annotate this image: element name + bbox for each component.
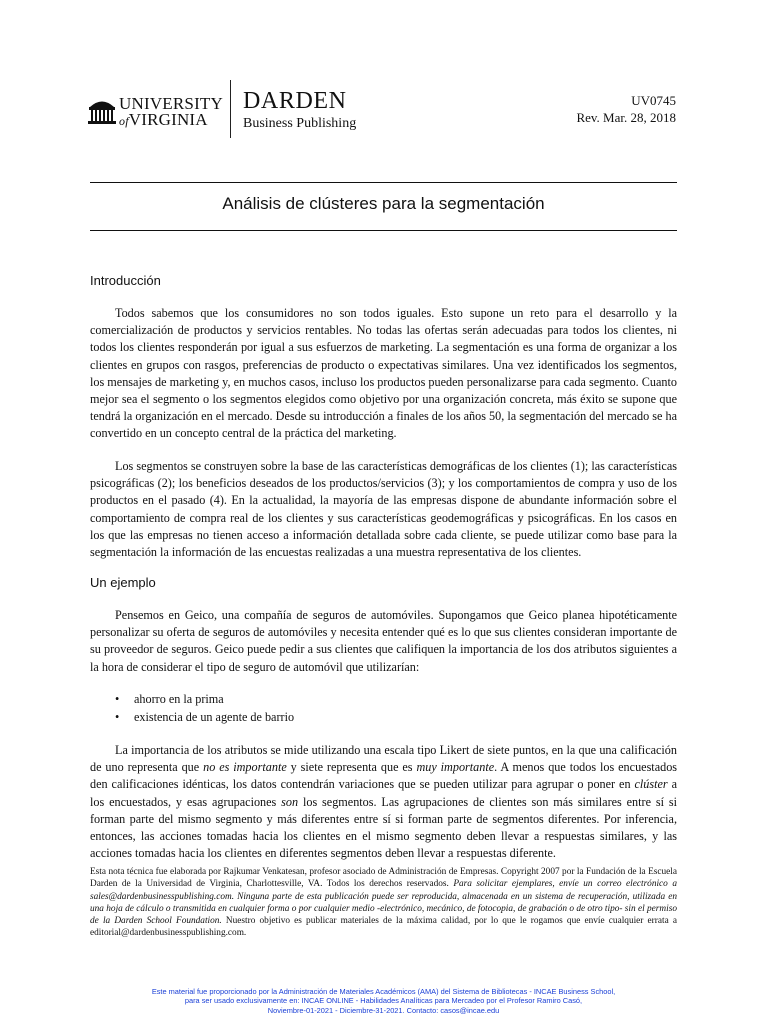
university-of-virginia-logo xyxy=(88,94,223,130)
text-run: a los encuestados, y esas agrupaciones xyxy=(90,777,677,809)
text-run: La importancia de los atributos se mide utilizando una escala tipo Likert de siete puntos, en la que una calificación de uno representa que xyxy=(90,743,677,775)
license-footer xyxy=(90,987,677,1015)
footnote-italic-text: Para solicitar ejemplares, envíe un correo electrónico a sales@dardenbusinesspublishing.com. Ninguna parte de esta publicación puede ser reproducida, almacenada en un sistema de recuperación, utilizada en una hoja de cálculo o transmitida en cualquier forma o por cualquier medio -electrónico, mecánico, de fotocopia, de grabación o de otro tipo- sin el permiso de la Darden School Foundation. xyxy=(90,879,677,927)
document-code: UV0745 xyxy=(631,93,676,108)
list-item xyxy=(115,708,294,726)
publisher-subtitle: Business Publishing xyxy=(243,116,357,131)
text-run: los segmentos. Las agrupaciones de clientes son más similares entre sí si forman parte del mismo segmento y más diferentes entre sí si forman parte de segmentos diferentes. Por inferencia, entonces, las acciones tomadas hacia los clientes en el mismo segmento deben llevar a respuestas similares, y las acciones tomadas hacia los clientes en diferentes segmentos deben llevar a respuestas diferente. xyxy=(90,794,677,861)
emphasis-text: son xyxy=(281,794,299,809)
list-item-text: ahorro en la prima xyxy=(134,692,224,706)
footnote-text: Esta nota técnica fue elaborada por Rajkumar Venkatesan, profesor asociado de Administración de Empresas. Copyright 2007 por la Fundación de la Escuela Darden de la Universidad de Virginia, Charlottesville, VA. Todos los derechos reservados. xyxy=(90,867,677,890)
paragraph-example-1: Pensemos en Geico, una compañía de seguros de automóviles. Supongamos que Geico planea hipotéticamente personalizar su oferta de seguros de automóviles y necesita entender qué es lo que sus clientes consideran importante de su proveedor de seguros. Geico puede pedir a sus clientes que califiquen la importancia de los dos atributos siguientes a la hora de considerar el tipo de seguro de automóvil que utilizarían: xyxy=(90,608,677,674)
title-rule-bottom xyxy=(90,230,677,231)
bullet-icon: • xyxy=(115,710,120,724)
uva-logo-virginia: VIRGINIA xyxy=(128,110,208,129)
rotunda-icon xyxy=(88,96,116,126)
revision-date: Rev. Mar. 28, 2018 xyxy=(576,110,676,125)
emphasis-text: clúster xyxy=(634,777,668,792)
uva-logo-of: of xyxy=(119,114,129,128)
logo-divider xyxy=(230,80,231,138)
footer-line: para ser usado exclusivamente en: INCAE ONLINE - Habilidades Analíticas para Mercadeo por el Profesor Ramiro Casó, xyxy=(184,996,583,1006)
uva-logo-line2 xyxy=(119,110,208,130)
attribute-list xyxy=(115,690,294,726)
bullet-icon: • xyxy=(115,692,120,706)
emphasis-text: no es importante xyxy=(203,760,287,775)
list-item xyxy=(115,690,294,708)
text-run: . A menos que todos los encuestados den calificaciones idénticas, los datos contendrán variaciones que se pueden utilizar para agrupar o poner en xyxy=(90,760,678,792)
paragraph-example-2 xyxy=(90,742,677,862)
emphasis-text: muy importante xyxy=(416,760,495,775)
publisher-name: DARDEN xyxy=(243,88,347,114)
section-heading-introduction: Introducción xyxy=(90,273,161,288)
footer-line: Noviembre-01-2021 - Diciembre-31-2021. Contacto: casos@incae.edu xyxy=(267,1005,500,1015)
title-rule-top xyxy=(90,182,677,183)
paragraph-intro-2: Los segmentos se construyen sobre la base de las características demográficas de los clientes (1); las características psicográficas (2); los beneficios deseados de los productos/servicios (3); y los comportamientos de compra y uso de los productos en el pasado (4). En la actualidad, la mayoría de las empresas dispone de abundante información sobre el comportamiento de compra real de los clientes y sus características geodemográficas y psicográficas. En los casos en los que las empresas no tienen acceso a información detallada sobre cada cliente, se puede utilizar como base para la segmentación la información de las encuestas realizadas a una muestra representativa de los clientes. xyxy=(90,459,677,560)
footnote-text: Nuestro objetivo es publicar materiales de la máxima calidad, por lo que le rogamos que envíe cualquier errata a editorial@dardenbusinesspublishing.com. xyxy=(90,916,678,939)
text-run: y siete representa que es xyxy=(286,760,417,775)
section-heading-example: Un ejemplo xyxy=(90,575,156,590)
copyright-footnote xyxy=(90,866,677,940)
footer-line: Este material fue proporcionado por la Administración de Materiales Académicos (AMA) del Sistema de Bibliotecas - INCAE Business School, xyxy=(151,987,616,996)
list-item-text: existencia de un agente de barrio xyxy=(134,710,295,724)
document-title: Análisis de clústeres para la segmentación xyxy=(222,194,545,213)
paragraph-intro-1: Todos sabemos que los consumidores no son todos iguales. Esto supone un reto para el desarrollo y la comercialización de productos y servicios rentables. No todas las ofertas serán adecuadas para todos los clientes, ni todos los clientes responderán por igual a sus esfuerzos de marketing. La segmentación es una forma de organizar a los clientes en grupos con rasgos, preferencias de producto o expectativas similares. Una vez identificados los segmentos, los mensajes de marketing y, en muchos casos, incluso los productos pueden personalizarse para cada segmento. Cuanto mejor sea el segmento o los segmentos elegidos como objetivo por una organización concreta, más éxito se supone que tendrá la organización en el mercado. Desde su introducción a finales de los años 50, la segmentación del mercado se ha convertido en un concepto central de la práctica del marketing. xyxy=(90,306,677,441)
uva-logo-line1: UNIVERSITY xyxy=(119,94,223,113)
